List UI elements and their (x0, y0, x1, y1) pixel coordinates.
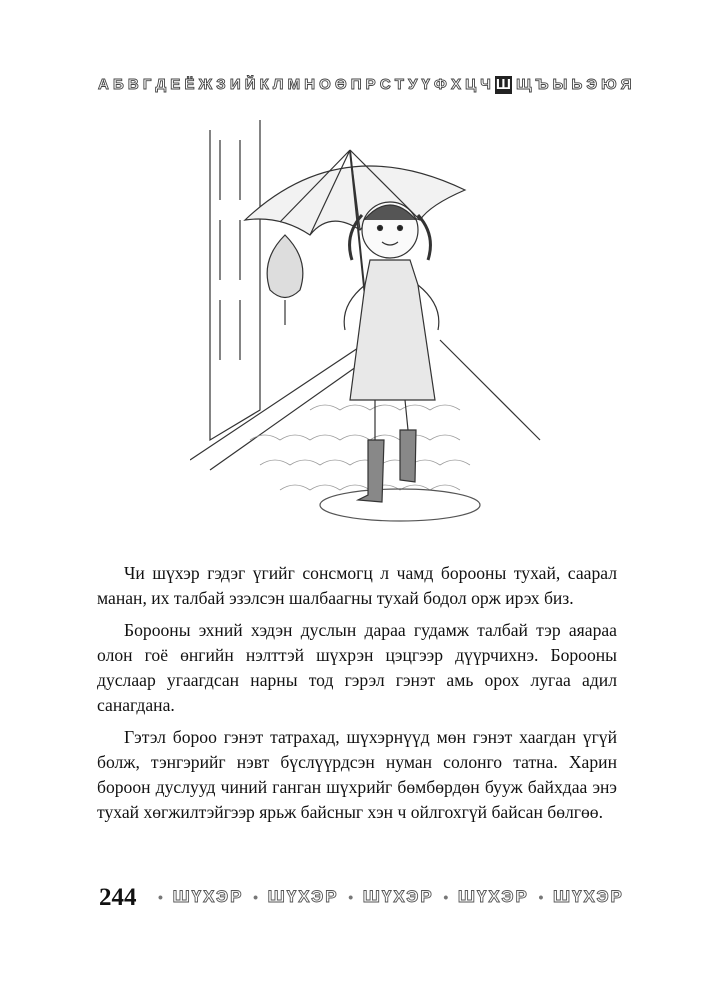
alphabet-letter: Л (272, 76, 284, 93)
alphabet-letter: Ё (184, 76, 195, 93)
alphabet-letter: Е (170, 76, 181, 93)
alphabet-letter: И (229, 76, 241, 93)
alphabet-letter: В (127, 76, 139, 93)
alphabet-letter: Б (112, 76, 124, 93)
running-title-word: ШҮХЭР (172, 887, 244, 906)
alphabet-letter: Ы (552, 76, 568, 93)
paragraph-2: Борооны эхний хэдэн дуслын дараа гудамж талбай тэр аяараа олон гоё өнгийн нэлттэй шүхрэн цэцгээр дүүрчихнэ. Борооны дуслаар угаагдсан нарны тод гэрэл гэнэт амь орох лугаа адил санагдана. (97, 620, 617, 715)
alphabet-letter: Д (155, 76, 167, 93)
alphabet-letter: Х (450, 76, 461, 93)
alphabet-letter: Щ (516, 76, 532, 93)
alphabet-letter: М (287, 76, 301, 93)
running-title (158, 887, 624, 907)
alphabet-letter: Ъ (535, 76, 549, 93)
alphabet-letter: Ө (334, 76, 347, 93)
running-title-word: ШҮХЭР (267, 887, 339, 906)
alphabet-letter: Э (586, 76, 598, 93)
main-text (97, 561, 617, 832)
alphabet-letter: А (98, 76, 109, 93)
page-number: 244 (99, 884, 137, 911)
alphabet-letter: Ш (495, 76, 511, 93)
alphabet-header (98, 76, 632, 94)
separator-dot: • (348, 889, 354, 905)
alphabet-letter: Ц (465, 76, 477, 93)
alphabet-letter: Г (142, 76, 152, 93)
separator-dot: • (538, 889, 544, 905)
separator-dot: • (443, 889, 449, 905)
girl-with-umbrella-illustration (190, 110, 550, 530)
running-title-word: ШҮХЭР (362, 887, 434, 906)
alphabet-letter: Р (365, 76, 376, 93)
alphabet-letter: К (259, 76, 269, 93)
alphabet-letter: Й (244, 76, 256, 93)
alphabet-letter: Ч (480, 76, 491, 93)
paragraph-1: Чи шүхэр гэдэг үгийг сонсмогц л чамд борооны тухай, саарал манан, их талбай эзэлсэн шалбаагны тухай бодол орж ирэх биз. (97, 563, 617, 608)
alphabet-letter: О (319, 76, 331, 93)
alphabet-letter: У (408, 76, 418, 93)
alphabet-letter: П (350, 76, 362, 93)
running-title-word: ШҮХЭР (457, 887, 529, 906)
alphabet-letter: Ү (421, 76, 430, 93)
alphabet-letter: З (216, 76, 226, 93)
separator-dot: • (253, 889, 259, 905)
alphabet-letter: Н (304, 76, 316, 93)
alphabet-letter: Ф (434, 76, 447, 93)
alphabet-letter: С (379, 76, 391, 93)
running-title-word: ШҮХЭР (553, 887, 624, 906)
alphabet-letter: Ь (571, 76, 583, 93)
alphabet-letter: Т (394, 76, 404, 93)
separator-dot: • (158, 889, 163, 905)
alphabet-letter: Ю (601, 76, 617, 93)
alphabet-letter: Я (620, 76, 632, 93)
alphabet-letter: Ж (198, 76, 213, 93)
paragraph-3: Гэтэл бороо гэнэт татрахад, шүхэрнүүд мөн гэнэт хаагдан үгүй болж, тэнгэрийг нэвт бүслүүрдсэн нуман солонго татна. Харин бороон дуслууд чиний ганган шүхрийг бөмбөрдөн бууж байхдаа энэ тухай хөгжилтэйгээр ярьж байсныг хэн ч ойлгохгүй байсан бөлгөө. (97, 727, 617, 822)
